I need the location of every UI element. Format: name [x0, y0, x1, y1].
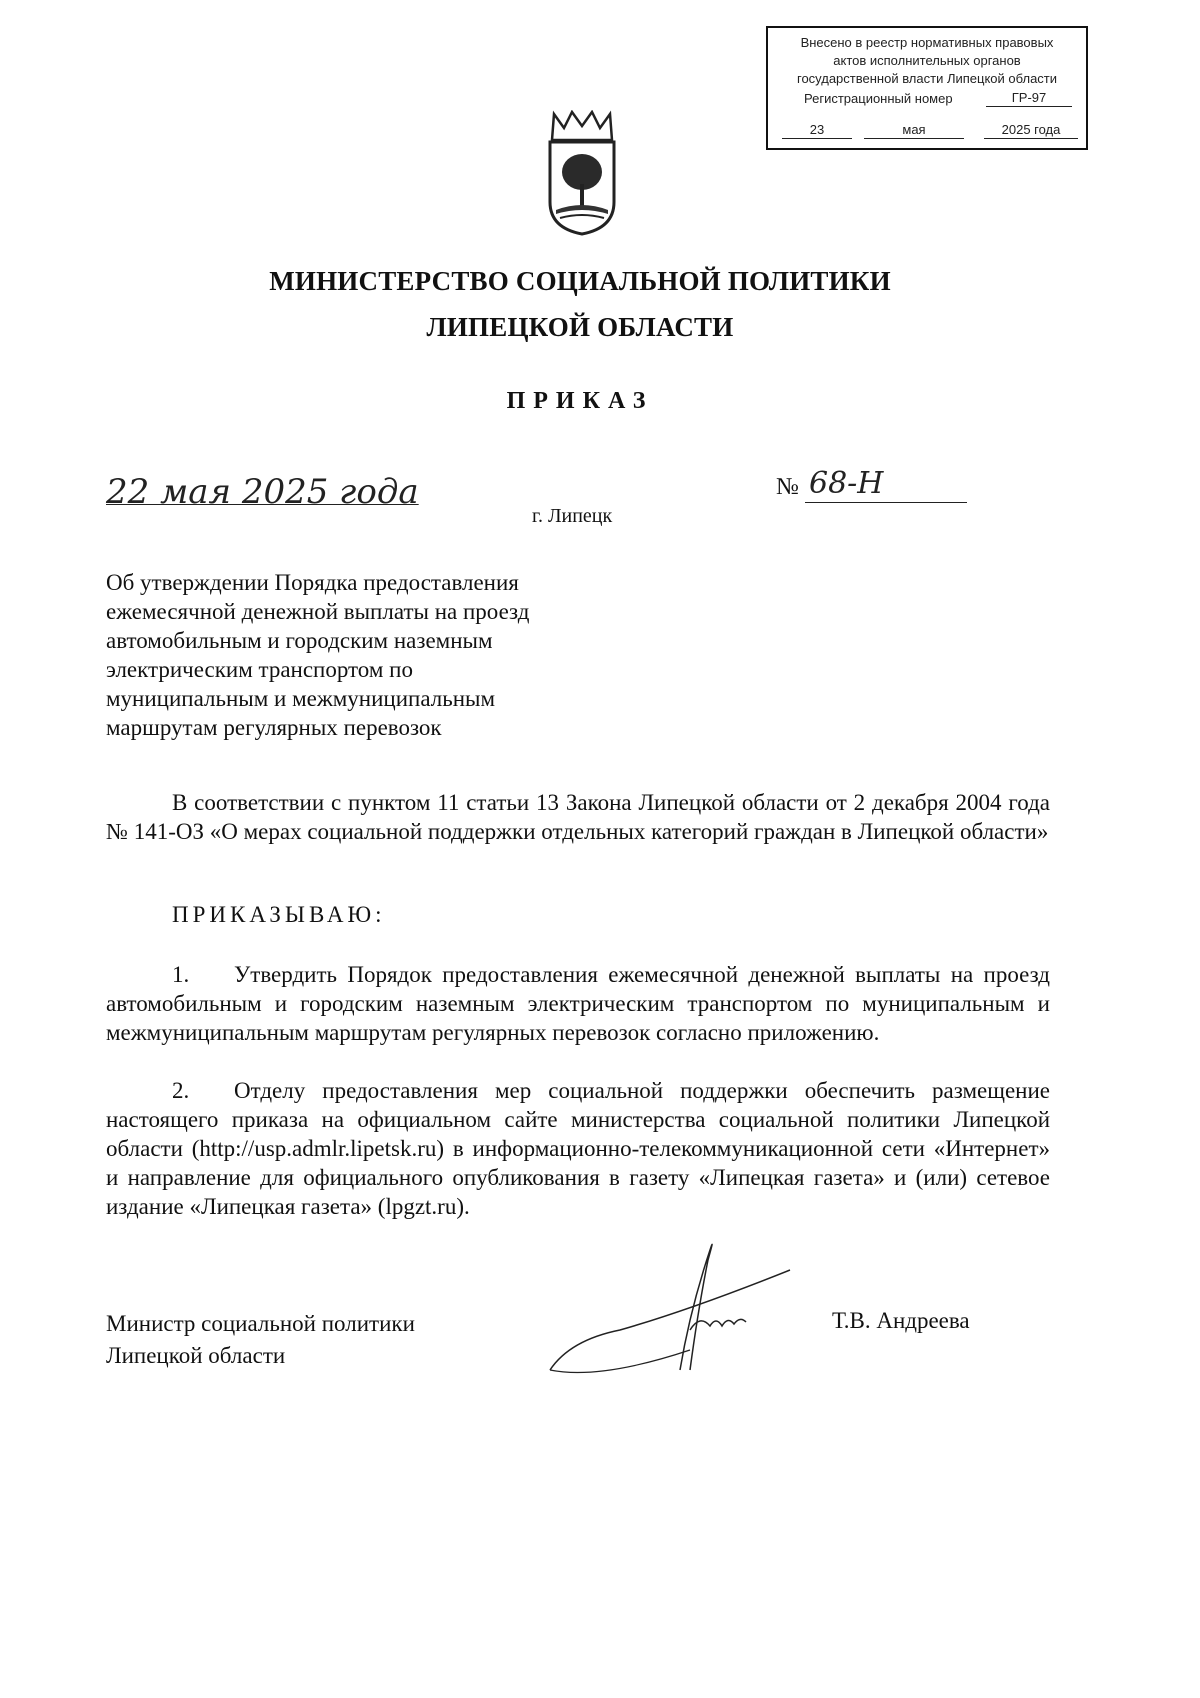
registry-stamp — [766, 26, 1088, 150]
signatory-name: Т.В. Андреева — [832, 1308, 970, 1333]
stamp-month: мая — [864, 122, 964, 139]
stamp-day: 23 — [782, 122, 852, 139]
stamp-reg-number: ГР-97 — [986, 90, 1072, 107]
handwritten-number: 68-Н — [805, 466, 967, 503]
stamp-year: 2025 года — [984, 122, 1078, 139]
item-text: Утвердить Порядок предоставления ежемесячной денежной выплаты на проезд автомобильным и городским наземным электрическим транспортом по муниципальным и межмуниципальным маршрутам регулярных перевозок согласно приложению. — [106, 962, 1050, 1045]
subject-line: муниципальным и межмуниципальным — [106, 686, 496, 711]
handwritten-date: 22 мая 2025 года — [106, 472, 419, 512]
order-subject — [106, 568, 606, 742]
city: г. Липецк — [532, 505, 613, 527]
signatory-title-line2: Липецкой области — [106, 1343, 286, 1368]
subject-line: ежемесячной денежной выплаты на проезд — [106, 599, 530, 624]
subject-line: автомобильным и городским наземным — [106, 628, 493, 653]
stamp-reg-label: Регистрационный номер — [804, 91, 953, 106]
subject-line: Об утверждении Порядка предоставления — [106, 570, 519, 595]
order-directive: ПРИКАЗЫВАЮ: — [172, 902, 386, 927]
ministry-title-line1: МИНИСТЕРСТВО СОЦИАЛЬНОЙ ПОЛИТИКИ — [269, 266, 891, 296]
signatory-title — [106, 1308, 415, 1372]
stamp-line-2: актов исполнительных органов — [833, 53, 1021, 68]
item-text: Отделу предоставления мер социальной поддержки обеспечить размещение настоящего приказа на официальном сайте министерства социальной политики Липецкой области (http://usp.admlr.lipetsk.ru) в информационно-телекоммуникационной сети «Интернет» и направление для официального опубликования в газету «Липецкая газета» и (или) сетевое издание «Липецкая газета» (lpgzt.ru). — [106, 1078, 1050, 1219]
order-item-1 — [106, 960, 1050, 1047]
item-number: 2. — [172, 1078, 190, 1103]
preamble: В соответствии с пунктом 11 статьи 13 Закона Липецкой области от 2 декабря 2004 года № 141-ОЗ «О мерах социальной поддержки отдельных категорий граждан в Липецкой области» — [106, 790, 1050, 844]
handwritten-signature-icon — [540, 1230, 820, 1390]
signatory-title-line1: Министр социальной политики — [106, 1311, 415, 1336]
ministry-title-line2: ЛИПЕЦКОЙ ОБЛАСТИ — [426, 312, 734, 342]
subject-line: электрическим транспортом по — [106, 657, 413, 682]
number-label: № — [776, 474, 799, 500]
subject-line: маршрутам регулярных перевозок — [106, 715, 442, 740]
stamp-line-3: государственной власти Липецкой области — [796, 71, 1058, 86]
stamp-line-1: Внесено в реестр нормативных правовых — [800, 35, 1054, 50]
item-number: 1. — [172, 962, 190, 987]
order-item-2 — [106, 1076, 1050, 1221]
coat-of-arms-icon — [542, 110, 622, 238]
document-type: ПРИКАЗ — [506, 388, 654, 414]
